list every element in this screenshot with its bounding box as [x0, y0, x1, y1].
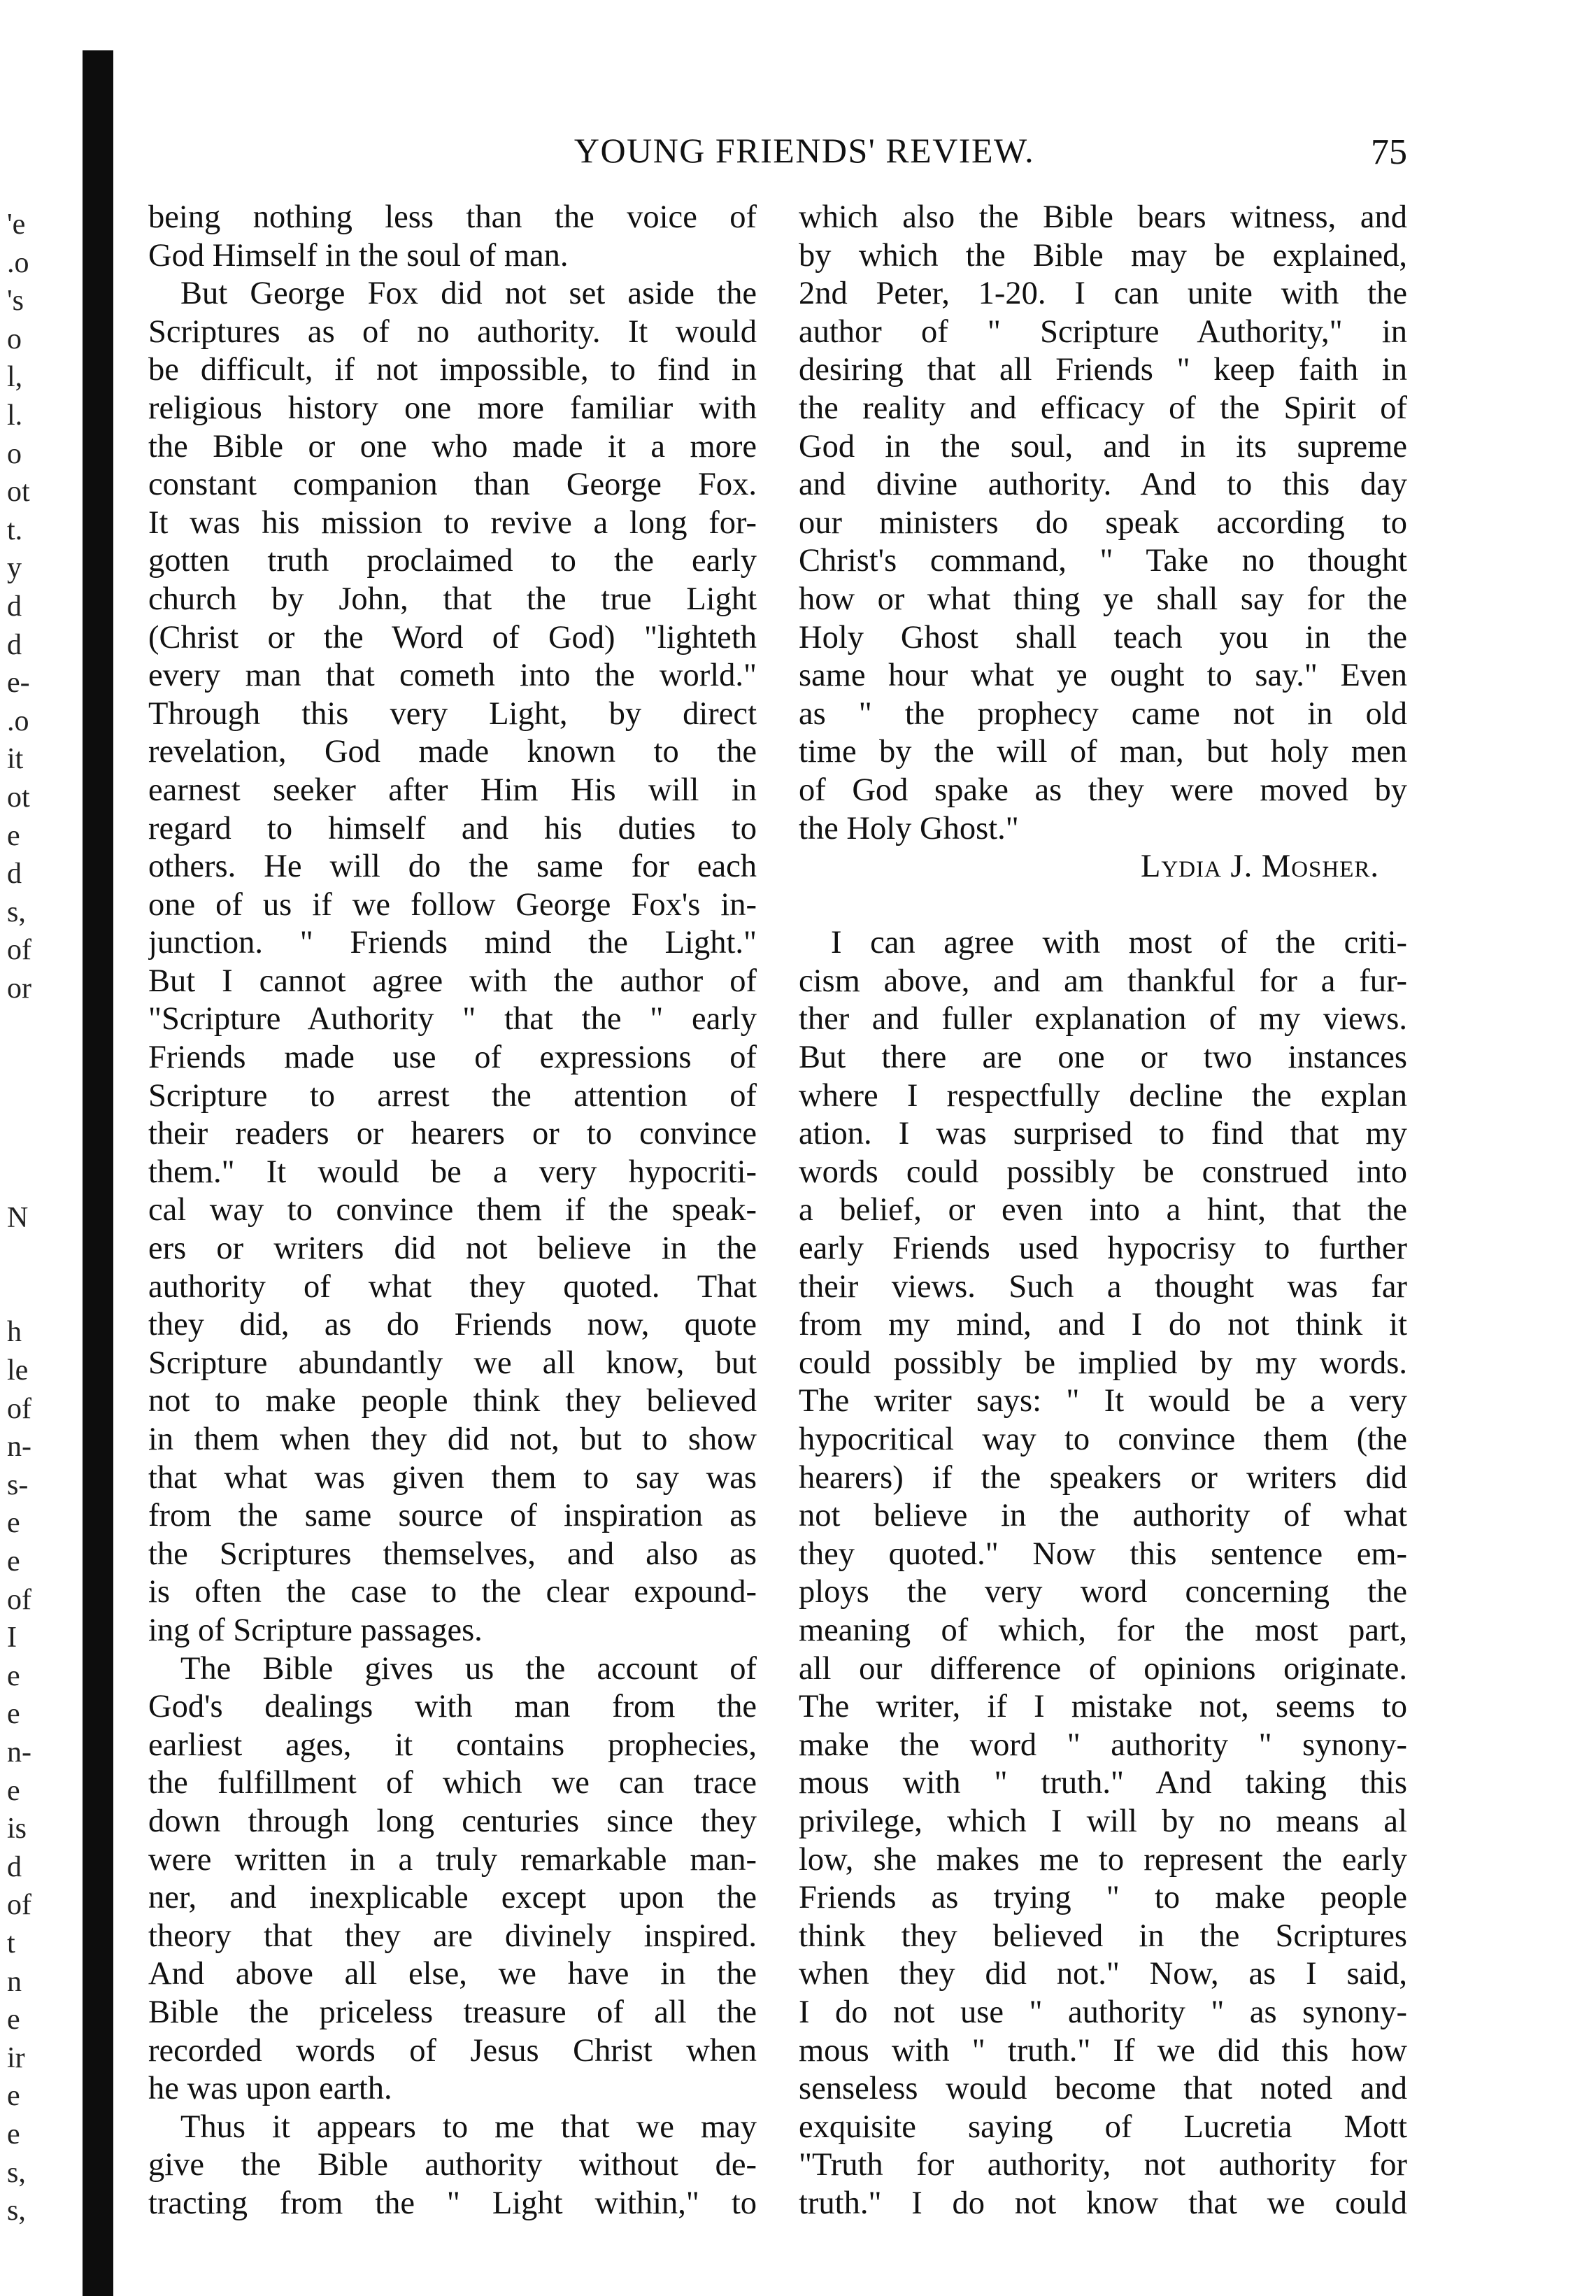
gutter-fragment: s,	[7, 895, 26, 928]
text-line: others. He will do the same for each	[148, 849, 757, 885]
text-line: the fulfillment of which we can trace	[148, 1765, 757, 1801]
text-line: them." It would be a very hypocriti-	[148, 1154, 757, 1190]
text-line: the Bible or one who made it a more	[148, 428, 757, 465]
gutter-fragment: e	[7, 819, 20, 852]
gutter-fragment: n-	[7, 1431, 31, 1464]
gutter-fragment: d	[7, 628, 22, 661]
gutter-fragment: d	[7, 1850, 22, 1883]
text-line: all our difference of opinions originate.	[799, 1650, 1407, 1687]
text-line: not to make people think they believed	[148, 1383, 757, 1419]
left-column	[148, 199, 757, 2223]
text-line: The writer, if I mistake not, seems to	[799, 1689, 1407, 1725]
gutter-fragment: s-	[7, 1468, 29, 1501]
text-line: were written in a truly remarkable man-	[148, 1841, 757, 1878]
gutter-fragment: .o	[7, 704, 29, 737]
text-line: Lydia J. Mosher.	[1140, 849, 1379, 885]
text-line: But George Fox did not set aside the	[180, 276, 757, 312]
text-line: in them when they did not, but to show	[148, 1422, 757, 1457]
gutter-fragment: e	[7, 1698, 20, 1731]
text-line: Bible the priceless treasure of all the	[148, 1994, 757, 2030]
text-line: meaning of which, for the most part,	[799, 1612, 1407, 1648]
text-line: cism above, and am thankful for a fur-	[799, 963, 1407, 999]
text-line: 2nd Peter, 1-20. I can unite with the	[799, 276, 1407, 312]
text-line: low, she makes me to represent the early	[799, 1841, 1407, 1878]
gutter-fragment: l.	[7, 399, 23, 432]
text-line: I do not use " authority " as synony-	[799, 1994, 1407, 2030]
text-line: Friends made use of expressions of	[148, 1040, 757, 1076]
gutter-fragment: y	[7, 552, 22, 585]
text-line: But there are one or two instances	[799, 1040, 1407, 1076]
gutter-fragment: of	[7, 1392, 31, 1425]
gutter-fragment: ir	[7, 2041, 25, 2074]
gutter-fragment: N	[7, 1201, 29, 1234]
running-head-title: YOUNG FRIENDS' REVIEW.	[573, 131, 1035, 170]
text-line: how or what thing ye shall say for the	[799, 581, 1407, 617]
text-line: ation. I was surprised to find that my	[799, 1116, 1407, 1152]
gutter-fragment: it	[7, 743, 24, 776]
text-line: by which the Bible may be explained,	[799, 237, 1407, 274]
text-line: their views. Such a thought was far	[799, 1268, 1407, 1305]
gutter-fragment: I	[7, 1622, 17, 1654]
gutter-fragment: e	[7, 1659, 20, 1692]
text-line: revelation, God made known to the	[148, 734, 757, 770]
text-line: author of " Scripture Authority," in	[799, 313, 1407, 350]
text-line: God's dealings with man from the	[148, 1689, 757, 1725]
text-line: mous with " truth." If we did this how	[799, 2032, 1407, 2069]
text-line: same hour what ye ought to say." Even	[799, 658, 1407, 694]
text-line: time by the will of man, but holy men	[799, 734, 1407, 770]
gutter-fragment: e	[7, 2004, 20, 2036]
text-line: the reality and efficacy of the Spirit of	[799, 390, 1407, 426]
text-line: is often the case to the clear expound-	[148, 1574, 757, 1610]
text-line	[799, 886, 1407, 925]
gutter-fragment: e	[7, 1545, 20, 1578]
text-line: earnest seeker after Him His will in	[148, 772, 757, 808]
text-line: I can agree with most of the criti-	[831, 925, 1407, 961]
text-line: they did, as do Friends now, quote	[148, 1307, 757, 1343]
text-line: make the word " authority " synony-	[799, 1727, 1407, 1763]
text-line: ther and fuller explanation of my views.	[799, 1001, 1407, 1037]
text-line: (Christ or the Word of God) "lighteth	[148, 619, 757, 656]
gutter-fragment: h	[7, 1316, 22, 1349]
text-line: And above all else, we have in the	[148, 1956, 757, 1992]
text-line: hearers) if the speakers or writers did	[799, 1459, 1407, 1496]
text-line: the Holy Ghost."	[799, 810, 1019, 846]
gutter-fragment: ot	[7, 781, 30, 814]
gutter-fragment: ot	[7, 476, 30, 509]
gutter-fragment: of	[7, 934, 31, 967]
text-line: exquisite saying of Lucretia Mott	[799, 2109, 1407, 2145]
text-line: Christ's command, " Take no thought	[799, 543, 1407, 579]
text-line: Scripture abundantly we all know, but	[148, 1345, 757, 1381]
text-line: every man that cometh into the world."	[148, 658, 757, 694]
text-line: church by John, that the true Light	[148, 581, 757, 617]
text-line: which also the Bible bears witness, and	[799, 199, 1407, 235]
text-line: Scriptures as of no authority. It would	[148, 313, 757, 350]
text-line: The writer says: " It would be a very	[799, 1383, 1407, 1419]
text-line: regard to himself and his duties to	[148, 810, 757, 846]
text-line: that what was given them to say was	[148, 1459, 757, 1496]
gutter-fragment: t.	[7, 513, 23, 546]
gutter-fragment: le	[7, 1354, 29, 1387]
gutter-fragment: o	[7, 323, 22, 355]
text-line: The Bible gives us the account of	[180, 1650, 757, 1687]
text-line: senseless would become that noted and	[799, 2071, 1407, 2107]
text-line: think they believed in the Scriptures	[799, 1918, 1407, 1954]
text-line: from the same source of inspiration as	[148, 1498, 757, 1534]
text-line: gotten truth proclaimed to the early	[148, 543, 757, 579]
text-line: words could possibly be construed into	[799, 1154, 1407, 1190]
text-line: ing of Scripture passages.	[148, 1612, 483, 1648]
text-line: from my mind, and I do not think it	[799, 1307, 1407, 1343]
text-line: when they did not." Now, as I said,	[799, 1956, 1407, 1992]
gutter-fragment: is	[7, 1813, 27, 1845]
gutter-fragment: e	[7, 1774, 20, 1807]
gutter-fragment: o	[7, 437, 22, 470]
text-line: cal way to convince them if the speak-	[148, 1192, 757, 1228]
text-line: mous with " truth." And taking this	[799, 1765, 1407, 1801]
gutter-fragment: or	[7, 972, 31, 1005]
binding-shadow	[83, 50, 113, 2296]
text-line: It was his mission to revive a long for-	[148, 504, 757, 541]
text-line: "Scripture Authority " that the " early	[148, 1001, 757, 1037]
text-line: Friends as trying " to make people	[799, 1880, 1407, 1916]
text-line: theory that they are divinely inspired.	[148, 1918, 757, 1954]
gutter-fragment: e	[7, 2118, 20, 2150]
text-line: as " the prophecy came not in old	[799, 695, 1407, 732]
text-line: "Truth for authority, not authority for	[799, 2147, 1407, 2183]
gutter-fragment: t	[7, 1927, 15, 1960]
text-line: ers or writers did not believe in the	[148, 1231, 757, 1267]
page-number: 75	[1371, 132, 1407, 172]
text-line: their readers or hearers or to convince	[148, 1116, 757, 1152]
gutter-fragment: of	[7, 1583, 31, 1616]
gutter-fragment: s,	[7, 2195, 26, 2227]
gutter-fragment: s,	[7, 2156, 26, 2189]
text-line: and divine authority. And to this day	[799, 467, 1407, 503]
gutter-fragment: e	[7, 2080, 20, 2113]
gutter-fragment: l,	[7, 361, 23, 394]
text-line: the Scriptures themselves, and also as	[148, 1536, 757, 1572]
text-line: desiring that all Friends " keep faith in	[799, 352, 1407, 388]
gutter-fragment: 's	[7, 285, 24, 318]
gutter-fragment: n-	[7, 1736, 31, 1769]
text-line: Through this very Light, by direct	[148, 695, 757, 732]
gutter-fragment: .o	[7, 246, 29, 279]
gutter-fragment: 'e	[7, 208, 26, 241]
text-line: he was upon earth.	[148, 2071, 392, 2107]
text-line: down through long centuries since they	[148, 1803, 757, 1839]
text-line: religious history one more familiar with	[148, 390, 757, 426]
text-line: give the Bible authority without de-	[148, 2147, 757, 2183]
gutter-fragment: of	[7, 1889, 31, 1922]
text-line: one of us if we follow George Fox's in-	[148, 886, 757, 923]
text-line: ner, and inexplicable except upon the	[148, 1880, 757, 1916]
text-line: ploys the very word concerning the	[799, 1574, 1407, 1610]
text-line: truth." I do not know that we could	[799, 2185, 1407, 2221]
text-line: be difficult, if not impossible, to find in	[148, 352, 757, 388]
text-line: not believe in the authority of what	[799, 1498, 1407, 1534]
text-line: a belief, or even into a hint, that the	[799, 1192, 1407, 1228]
gutter-fragment: e-	[7, 667, 30, 700]
text-line: constant companion than George Fox.	[148, 467, 757, 503]
gutter-fragment: d	[7, 858, 22, 891]
text-line: they quoted." Now this sentence em-	[799, 1536, 1407, 1572]
text-line: authority of what they quoted. That	[148, 1268, 757, 1305]
text-line: could possibly be implied by my words.	[799, 1345, 1407, 1381]
text-line: where I respectfully decline the explan	[799, 1077, 1407, 1114]
text-line: Thus it appears to me that we may	[180, 2109, 757, 2145]
gutter-fragment: d	[7, 590, 22, 623]
text-line: junction. " Friends mind the Light."	[148, 925, 757, 961]
gutter-fragment: e	[7, 1507, 20, 1540]
right-column	[799, 199, 1407, 2223]
text-line: being nothing less than the voice of	[148, 199, 757, 235]
text-line: our ministers do speak according to	[799, 504, 1407, 541]
gutter-fragment: n	[7, 1965, 22, 1998]
text-line: earliest ages, it contains prophecies,	[148, 1727, 757, 1763]
text-line: But I cannot agree with the author of	[148, 963, 757, 999]
text-line: tracting from the " Light within," to	[148, 2185, 757, 2221]
text-line: of God spake as they were moved by	[799, 772, 1407, 808]
adjacent-page-gutter	[0, 0, 77, 2296]
text-line: recorded words of Jesus Christ when	[148, 2032, 757, 2069]
text-line: hypocritical way to convince them (the	[799, 1422, 1407, 1457]
text-line: Scripture to arrest the attention of	[148, 1077, 757, 1114]
text-line: privilege, which I will by no means al	[799, 1803, 1407, 1839]
text-line: God in the soul, and in its supreme	[799, 428, 1407, 465]
text-line: Holy Ghost shall teach you in the	[799, 619, 1407, 656]
text-line: early Friends used hypocrisy to further	[799, 1231, 1407, 1267]
text-line: God Himself in the soul of man.	[148, 237, 569, 274]
